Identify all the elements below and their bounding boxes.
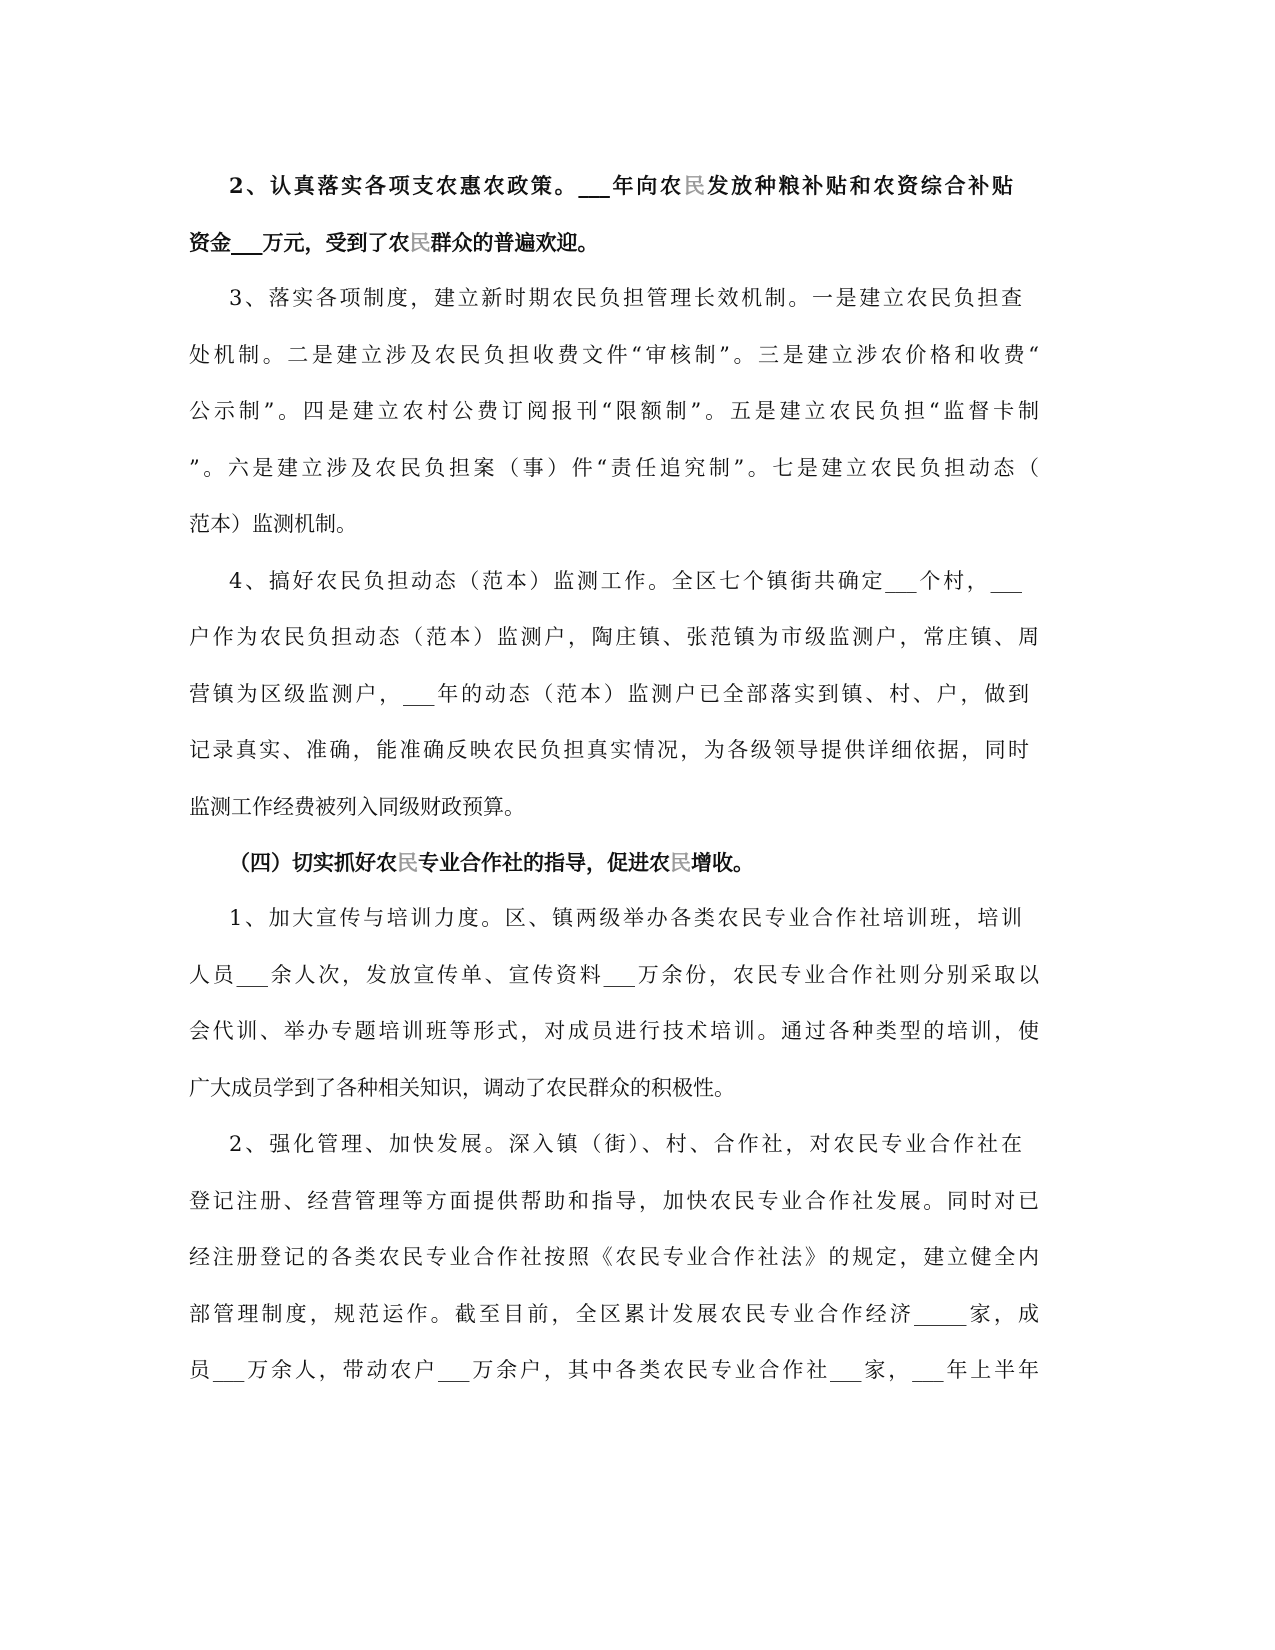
text-segment-highlight: 民 [670,850,691,875]
text-segment: （四）切实抓好农 [229,850,397,875]
paragraph-management-line-1: 2、强化管理、加快发展。深入镇（街）、村、合作社，对农民专业合作社在 [229,1132,1022,1156]
paragraph-4-line-1: 4、搞好农民负担动态（范本）监测工作。全区七个镇街共确定___个村，___ [229,569,1022,593]
paragraph-management-line-4: 部管理制度，规范运作。截至目前，全区累计发展农民专业合作经济_____家，成 [189,1302,1039,1326]
text-segment: 群众的普遍欢迎。 [430,230,599,255]
section-heading-4 [229,848,1129,878]
paragraph-3-line-5: 范本）监测机制。 [189,512,357,536]
paragraph-3-line-4: ”。六是建立涉及农民负担案（事）件“责任追究制”。七是建立农民负担动态（ [189,456,1039,480]
paragraph-4-line-5: 监测工作经费被列入同级财政预算。 [189,795,525,819]
text-segment: 增收。 [691,850,754,875]
text-segment: 2、认真落实各项支农惠农政策。___年向农 [229,173,684,198]
paragraph-training-line-4: 广大成员学到了各种相关知识，调动了农民群众的积极性。 [189,1076,735,1100]
paragraph-3-line-3: 公示制”。四是建立农村公费订阅报刊“限额制”。五是建立农民负担“监督卡制 [189,399,1039,423]
paragraph-management-line-3: 经注册登记的各类农民专业合作社按照《农民专业合作社法》的规定，建立健全内 [189,1245,1039,1269]
paragraph-4-line-3: 营镇为区级监测户，___年的动态（范本）监测户已全部落实到镇、村、户，做到 [189,682,1029,706]
paragraph-training-line-1: 1、加大宣传与培训力度。区、镇两级举办各类农民专业合作社培训班，培训 [229,906,1022,930]
text-segment: 发放种粮补贴和农资综合补贴 [707,173,1013,198]
text-segment-highlight: 民 [683,173,708,198]
text-segment: 资金___万元，受到了农 [189,230,410,255]
paragraph-3-line-2: 处机制。二是建立涉及农民负担收费文件“审核制”。三是建立涉农价格和收费“ [189,343,1039,367]
paragraph-management-line-5: 员___万余人，带动农户___万余户，其中各类农民专业合作社___家，___年上半年 [189,1358,1039,1382]
text-segment: 专业合作社的指导，促进农 [418,850,670,875]
paragraph-4-line-2: 户作为农民负担动态（范本）监测户，陶庄镇、张范镇为市级监测户，常庄镇、周 [189,625,1039,649]
paragraph-3-line-1: 3、落实各项制度，建立新时期农民负担管理长效机制。一是建立农民负担查 [229,286,1022,310]
paragraph-4-line-4: 记录真实、准确，能准确反映农民负担真实情况，为各级领导提供详细依据，同时 [189,738,1029,762]
text-segment-highlight: 民 [397,850,418,875]
paragraph-training-line-3: 会代训、举办专题培训班等形式，对成员进行技术培训。通过各种类型的培训，使 [189,1019,1039,1043]
paragraph-2-policy-line-2 [189,228,1089,258]
paragraph-management-line-2: 登记注册、经营管理等方面提供帮助和指导，加快农民专业合作社发展。同时对已 [189,1189,1039,1213]
text-segment-highlight: 民 [409,230,431,255]
paragraph-2-policy-line-1 [229,171,1013,201]
paragraph-training-line-2: 人员___余人次，发放宣传单、宣传资料___万余份，农民专业合作社则分别采取以 [189,963,1039,987]
